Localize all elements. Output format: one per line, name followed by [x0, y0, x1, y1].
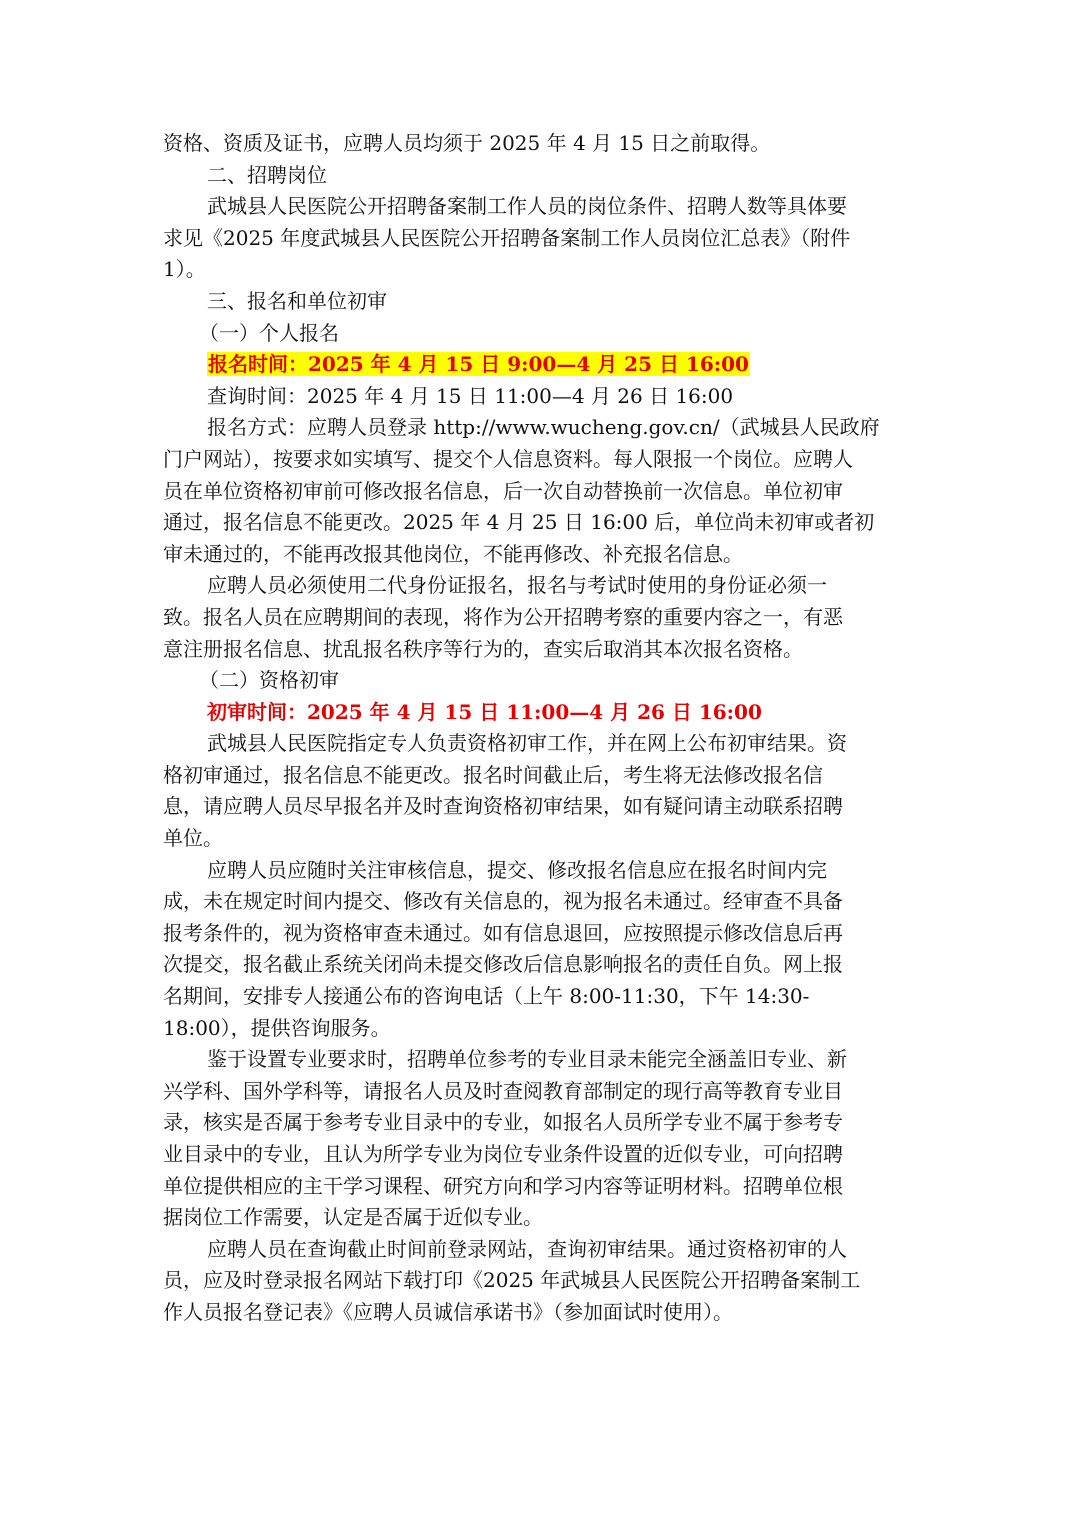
section-heading: 二、招聘岗位 — [207, 162, 327, 187]
text-line: 单位提供相应的主干学习课程、研究方向和学习内容等证明材料。招聘单位根 — [163, 1173, 843, 1198]
text-line: 武城县人民医院指定专人负责资格初审工作，并在网上公布初审结果。资 — [207, 731, 847, 756]
text-line: 录，核实是否属于参考专业目录中的专业，如报名人员所学专业不属于参考专 — [163, 1110, 843, 1135]
text-line: 1）。 — [163, 257, 206, 282]
text-line: 18:00），提供咨询服务。 — [163, 1015, 391, 1040]
text-line: 查询时间：2025 年 4 月 15 日 11:00—4 月 26 日 16:00 — [207, 383, 734, 408]
subsection-heading: （一）个人报名 — [199, 320, 339, 345]
text-line: 武城县人民医院公开招聘备案制工作人员的岗位条件、招聘人数等具体要 — [207, 194, 847, 219]
text-line: 作人员报名登记表》《应聘人员诚信承诺书》（参加面试时使用）。 — [163, 1299, 733, 1324]
text-line: 应聘人员必须使用二代身份证报名，报名与考试时使用的身份证必须一 — [207, 573, 827, 598]
text-line: 员在单位资格初审前可修改报名信息，后一次自动替换前一次信息。单位初审 — [163, 478, 843, 503]
text-line: 名期间，安排专人接通公布的咨询电话（上午 8:00-11:30，下午 14:30- — [163, 984, 810, 1009]
text-line: 报考条件的，视为资格审查未通过。如有信息退回，应按照提示修改信息后再 — [163, 920, 843, 945]
text-line: 审未通过的，不能再改报其他岗位，不能再修改、补充报名信息。 — [163, 541, 743, 566]
document-body — [163, 128, 915, 1329]
text-line: 次提交，报名截止系统关闭尚未提交修改后信息影响报名的责任自负。网上报 — [163, 952, 843, 977]
text-line: 求见《2025 年度武城县人民医院公开招聘备案制工作人员岗位汇总表》（附件 — [163, 225, 851, 250]
subsection-heading: （二）资格初审 — [199, 668, 339, 693]
text-line: 鉴于设置专业要求时，招聘单位参考的专业目录未能完全涵盖旧专业、新 — [207, 1047, 847, 1072]
text-line: 致。报名人员在应聘期间的表现，将作为公开招聘考察的重要内容之一，有恶 — [163, 604, 843, 629]
text-line: 通过，报名信息不能更改。2025 年 4 月 25 日 16:00 后，单位尚未初审或者初 — [163, 510, 875, 535]
text-line: 单位。 — [163, 826, 223, 851]
text-line: 兴学科、国外学科等，请报名人员及时查阅教育部制定的现行高等教育专业目 — [163, 1078, 843, 1103]
text-line: 应聘人员在查询截止时间前登录网站，查询初审结果。通过资格初审的人 — [207, 1236, 847, 1261]
review-time-line: 初审时间：2025 年 4 月 15 日 11:00—4 月 26 日 16:00 — [207, 699, 762, 724]
text-line: 格初审通过，报名信息不能更改。报名时间截止后，考生将无法修改报名信 — [163, 762, 823, 787]
text-line: 息，请应聘人员尽早报名并及时查询资格初审结果，如有疑问请主动联系招聘 — [163, 794, 843, 819]
registration-time-highlight: 报名时间：2025 年 4 月 15 日 9:00—4 月 25 日 16:00 — [208, 352, 749, 377]
section-heading: 三、报名和单位初审 — [207, 288, 387, 313]
text-line: 业目录中的专业，且认为所学专业为岗位专业条件设置的近似专业，可向招聘 — [163, 1142, 843, 1166]
text-line: 资格、资质及证书，应聘人员均须于 2025 年 4 月 15 日之前取得。 — [163, 131, 771, 155]
highlight-line — [163, 349, 915, 381]
text-line: 据岗位工作需要，认定是否属于近似专业。 — [163, 1205, 543, 1230]
text-line: 报名方式：应聘人员登录 http://www.wucheng.gov.cn/（武城县人民政府 — [207, 415, 880, 440]
text-line: 成，未在规定时间内提交、修改有关信息的，视为报名未通过。经审查不具备 — [163, 889, 843, 914]
text-line: 意注册报名信息、扰乱报名秩序等行为的，查实后取消其本次报名资格。 — [163, 636, 803, 661]
text-line: 门户网站），按要求如实填写、提交个人信息资料。每人限报一个岗位。应聘人 — [163, 446, 853, 471]
text-line: 员，应及时登录报名网站下载打印《2025 年武城县人民医院公开招聘备案制工 — [163, 1268, 861, 1293]
text-line: 应聘人员应随时关注审核信息，提交、修改报名信息应在报名时间内完 — [207, 857, 827, 882]
